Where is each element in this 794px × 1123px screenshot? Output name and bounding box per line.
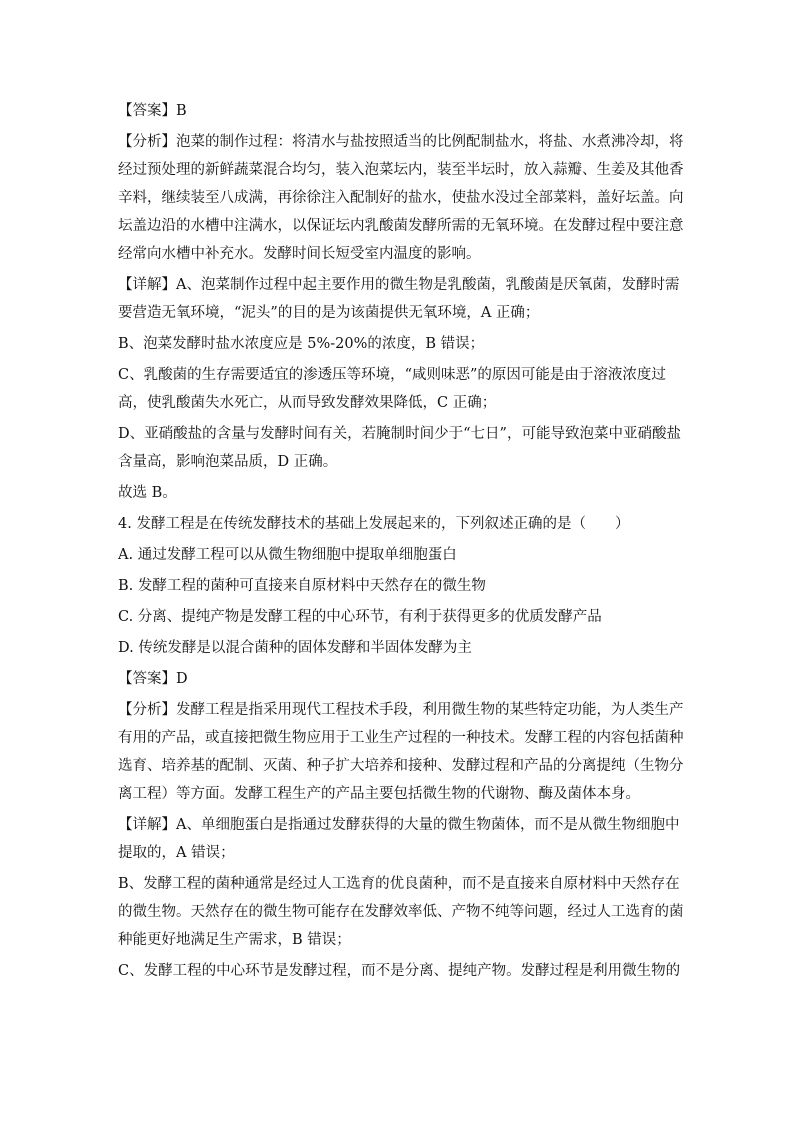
- conclusion-1: 故选 B。: [118, 485, 177, 501]
- detail-line: D、亚硝酸盐的含量与发酵时间有关，若腌制时间少于“七日”，可能导致泡菜中亚硝酸盐: [118, 426, 681, 442]
- detail-1-c: [118, 365, 678, 413]
- detail-line: 含量高，影响泡菜品质，D 正确。: [118, 454, 338, 470]
- detail-line: 【详解】A、泡菜制作过程中起主要作用的微生物是乳酸菌，乳酸菌是厌氧菌，发酵时需: [118, 277, 680, 293]
- detail-line: B、发酵工程的菌种通常是经过人工选育的优良菌种，而不是直接来自原材料中天然存在: [118, 876, 680, 892]
- detail-line: 提取的，A 错误；: [118, 845, 235, 861]
- detail-line: 种能更好地满足生产需求，B 错误；: [118, 932, 351, 948]
- question-4-option-a: A. 通过发酵工程可以从微生物细胞中提取单细胞蛋白: [118, 547, 457, 563]
- detail-line: C、发酵工程的中心环节是发酵过程，而不是分离、提纯产物。发酵过程是利用微生物的: [118, 963, 681, 979]
- detail-line: 的微生物。天然存在的微生物可能存在发酵效率低、产物不纯等问题，经过人工选育的菌: [118, 904, 684, 920]
- analysis-2-line: 【分析】发酵工程是指采用现代工程技术手段，利用微生物的某些特定功能，为人类生产: [118, 702, 684, 718]
- analysis-2-line: 离工程）等方面。发酵工程生产的产品主要包括微生物的代谢物、酶及菌体本身。: [118, 786, 640, 802]
- answer-1: 【答案】B: [118, 103, 187, 119]
- detail-line: 高，使乳酸菌失水死亡，从而导致发酵效果降低，C 正确；: [118, 395, 497, 411]
- question-4-option-c: C. 分离、提纯产物是发酵工程的中心环节，有利于获得更多的优质发酵产品: [118, 609, 602, 625]
- document-page: [118, 101, 684, 981]
- detail-line: 【详解】A、单细胞蛋白是指通过发酵获得的大量的微生物菌体，而不是从微生物细胞中: [118, 817, 680, 833]
- detail-line: C、乳酸菌的生存需要适宜的渗透压等环境，“咸则味恶”的原因可能是由于溶液浓度过: [118, 367, 666, 383]
- analysis-1-line: 坛盖边沿的水槽中注满水，以保证坛内乳酸菌发酵所需的无氧环境。在发酵过程中要注意: [118, 218, 684, 234]
- question-4-stem: 4. 发酵工程是在传统发酵技术的基础上发展起来的，下列叙述正确的是（ ）: [118, 516, 630, 532]
- detail-1-b: B、泡菜发酵时盐水浓度应是 5%-20%的浓度，B 错误；: [118, 336, 485, 352]
- analysis-1-line: 经过预处理的新鲜蔬菜混合均匀，装入泡菜坛内，装至半坛时，放入蒜瓣、生姜及其他香: [118, 162, 684, 178]
- question-4-option-d: D. 传统发酵是以混合菌种的固体发酵和半固体发酵为主: [118, 640, 472, 656]
- detail-1-d: [118, 424, 681, 472]
- detail-line: 要营造无氧环境，“泥头”的目的是为该菌提供无氧环境，A 正确；: [118, 305, 540, 321]
- detail-1-a: [118, 275, 678, 323]
- analysis-1-line: 【分析】泡菜的制作过程：将清水与盐按照适当的比例配制盐水，将盐、水煮沸冷却，将: [118, 134, 684, 150]
- detail-2-a: [118, 815, 678, 863]
- question-4-option-b: B. 发酵工程的菌种可直接来自原材料中天然存在的微生物: [118, 578, 486, 594]
- detail-2-c: [118, 961, 681, 981]
- analysis-2-line: 有用的产品，或直接把微生物应用于工业生产过程的一种技术。发酵工程的内容包括菌种: [118, 730, 684, 746]
- analysis-1-line: 辛料，继续装至八成满，再徐徐注入配制好的盐水，使盐水没过全部菜料，盖好坛盖。向: [118, 190, 684, 206]
- analysis-1-line: 经常向水槽中补充水。发酵时间长短受室内温度的影响。: [118, 246, 481, 262]
- detail-2-b: [118, 874, 684, 950]
- analysis-2: [118, 700, 684, 804]
- analysis-2-line: 选育、培养基的配制、灭菌、种子扩大培养和接种、发酵过程和产品的分离提纯（生物分: [118, 758, 684, 774]
- analysis-1: [118, 132, 684, 264]
- answer-2: 【答案】D: [118, 671, 188, 687]
